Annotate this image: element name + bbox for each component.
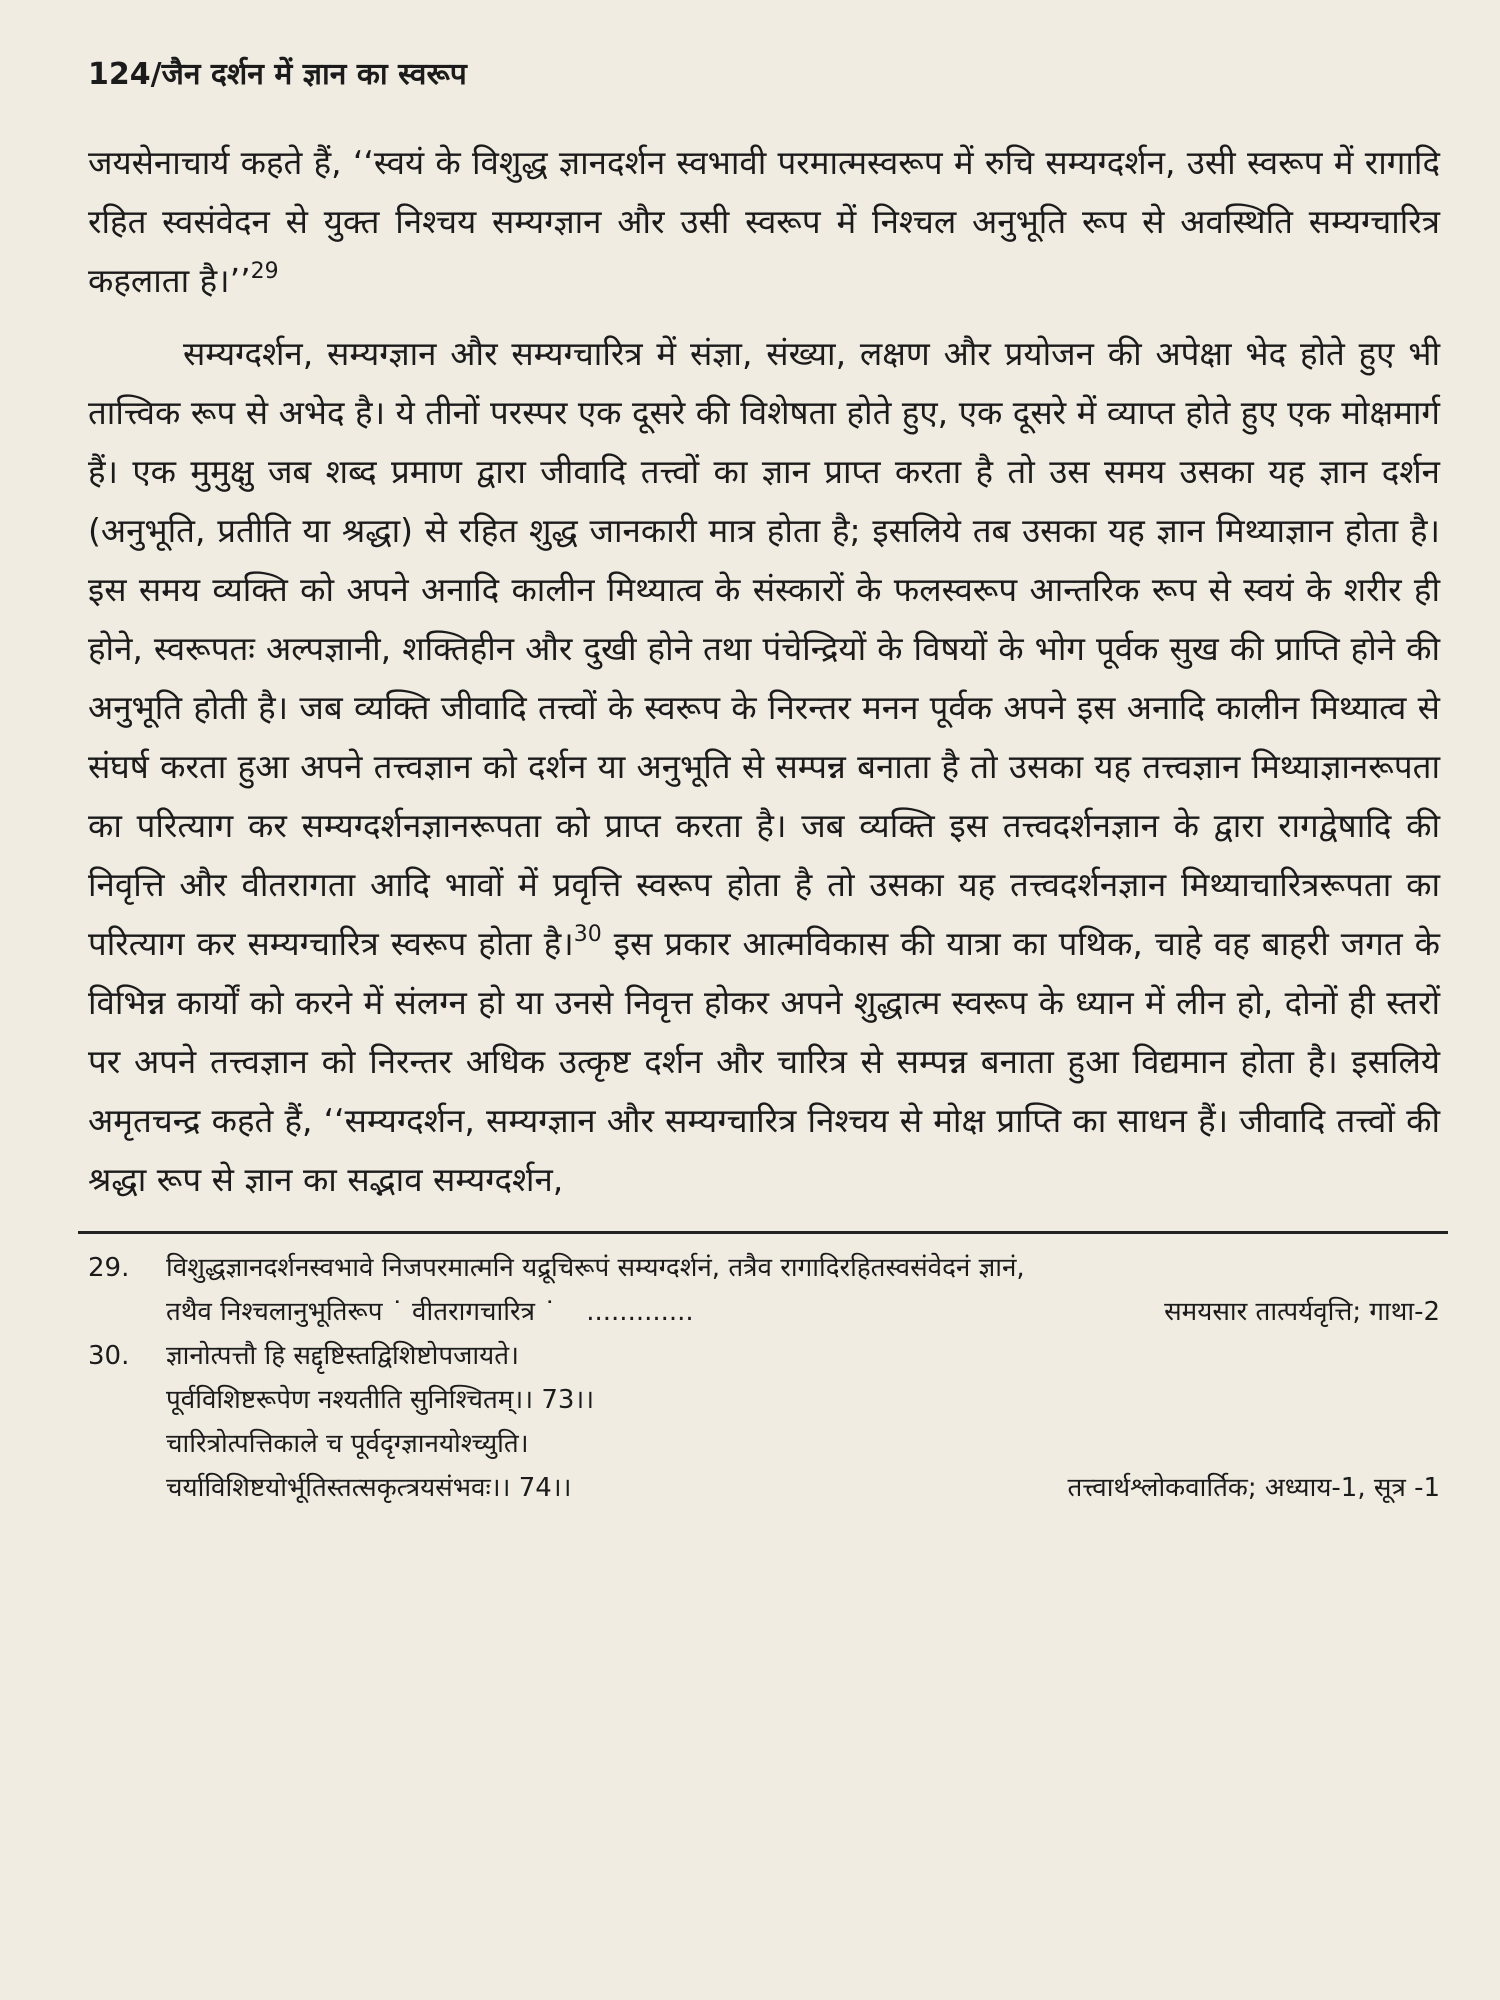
footnote-number: 29.: [88, 1253, 130, 1283]
footnote-ref-29[interactable]: 29: [250, 259, 279, 284]
paragraph-1: [88, 133, 1440, 310]
paragraph-2-text-b: इस प्रकार आत्मविकास की यात्रा का पथिक, चाहे वह बाहरी जगत के विभिन्न कार्यों को करने में संलग्न हो या उनसे निवृत्त होकर अपने शुद्धात्म स्वरूप के ध्यान में लीन हो, दोनों ही स्तरों पर अपने तत्त्वज्ञान को निरन्तर अधिक उत्कृष्ट दर्शन और चारित्र से सम्पन्न बनाता हुआ विद्यमान होता है। इसलिये अमृतचन्द्र कहते हैं, ‘‘सम्यग्दर्शन, सम्यग्ज्ञान और सम्यग्चारित्र निश्चय से मोक्ष प्राप्ति का साधन हैं। जीवादि तत्त्वों की श्रद्धा रूप से ज्ञान का सद्भाव सम्यग्दर्शन,: [88, 924, 1440, 1199]
paragraph-1-text: जयसेनाचार्य कहते हैं, ‘‘स्वयं के विशुद्ध ज्ञानदर्शन स्वभावी परमात्मस्वरूप में रुचि सम्यग्दर्शन, उसी स्वरूप में रागादि रहित स्वसंवेदन से युक्त निश्चय सम्यग्ज्ञान और उसी स्वरूप में निश्चल अनुभूति रूप से अवस्थिति सम्यग्चारित्र कहलाता है।’’: [88, 143, 1440, 300]
body-text: [88, 133, 1440, 1209]
footnote-30: [88, 1334, 1440, 1510]
footnote-line: चर्याविशिष्टयोर्भूतिस्तत्सकृत्त्रयसंभवः।। 74।।: [166, 1473, 572, 1503]
footnote-line: चारित्रोत्पत्तिकाले च पूर्वदृग्ज्ञानयोश्च्युति।: [166, 1429, 529, 1459]
footnote-ellipsis: .............: [586, 1297, 694, 1327]
footnote-source: तत्त्वार्थश्लोकवार्तिक; अध्याय-1, सूत्र -1: [1067, 1473, 1440, 1503]
footnote-line: ज्ञानोत्पत्तौ हि सद्दृष्टिस्तद्विशिष्टोपजायते।: [166, 1341, 519, 1371]
footnote-line: विशुद्धज्ञानदर्शनस्वभावे निजपरमात्मनि यद्रूचिरूपं सम्यग्दर्शनं, तत्रैव रागादिरहितस्वसंवेदनं ज्ञानं,: [166, 1253, 1025, 1283]
paragraph-2: [88, 324, 1440, 1209]
running-head: 124/जैन दर्शन में ज्ञान का स्वरूप: [88, 57, 467, 92]
footnote-divider: [78, 1231, 1448, 1234]
paragraph-2-text-a: सम्यग्दर्शन, सम्यग्ज्ञान और सम्यग्चारित्र में संज्ञा, संख्या, लक्षण और प्रयोजन की अपेक्षा भेद होते हुए भी तात्त्विक रूप से अभेद है। ये तीनों परस्पर एक दूसरे की विशेषता होते हुए, एक दूसरे में व्याप्त होते हुए एक मोक्षमार्ग हैं। एक मुमुक्षु जब शब्द प्रमाण द्वारा जीवादि तत्त्वों का ज्ञान प्राप्त करता है तो उस समय उसका यह ज्ञान दर्शन (अनुभूति, प्रतीति या श्रद्धा) से रहित शुद्ध जानकारी मात्र होता है; इसलिये तब उसका यह ज्ञान मिथ्याज्ञान होता है। इस समय व्यक्ति को अपने अनादि कालीन मिथ्यात्व के संस्कारों के फलस्वरूप आन्तरिक रूप से स्वयं के शरीर ही होने, स्वरूपतः अल्पज्ञानी, शक्तिहीन और दुखी होने तथा पंचेन्द्रियों के विषयों के भोग पूर्वक सुख की प्राप्ति होने की अनुभूति होती है। जब व्यक्ति जीवादि तत्त्वों के स्वरूप के निरन्तर मनन पूर्वक अपने इस अनादि कालीन मिथ्यात्व से संघर्ष करता हुआ अपने तत्त्वज्ञान को दर्शन या अनुभूति से सम्पन्न बनाता है तो उसका यह तत्त्वज्ञान मिथ्याज्ञानरूपता का परित्याग कर सम्यग्दर्शनज्ञानरूपता को प्राप्त करता है। जब व्यक्ति इस तत्त्वदर्शनज्ञान के द्वारा रागद्वेषादि की निवृत्ति और वीतरागता आदि भावों में प्रवृत्ति स्वरूप होता है तो उसका यह तत्त्वदर्शनज्ञान मिथ्याचारित्ररूपता का परित्याग कर सम्यग्चारित्र स्वरूप होता है।: [88, 334, 1440, 963]
footnote-29: [88, 1246, 1440, 1334]
footnote-number: 30.: [88, 1341, 130, 1371]
footnote-line: तथैव निश्चलानुभूतिरूप ˙ वीतरागचारित्र ˙: [166, 1297, 557, 1327]
footnote-source: समयसार तात्पर्यवृत्ति; गाथा-2: [1164, 1297, 1440, 1327]
footnotes: [88, 1246, 1440, 1510]
footnote-line: पूर्वविशिष्टरूपेण नश्यतीति सुनिश्चितम्।। 73।।: [166, 1385, 595, 1415]
footnote-ref-30[interactable]: 30: [573, 922, 602, 947]
